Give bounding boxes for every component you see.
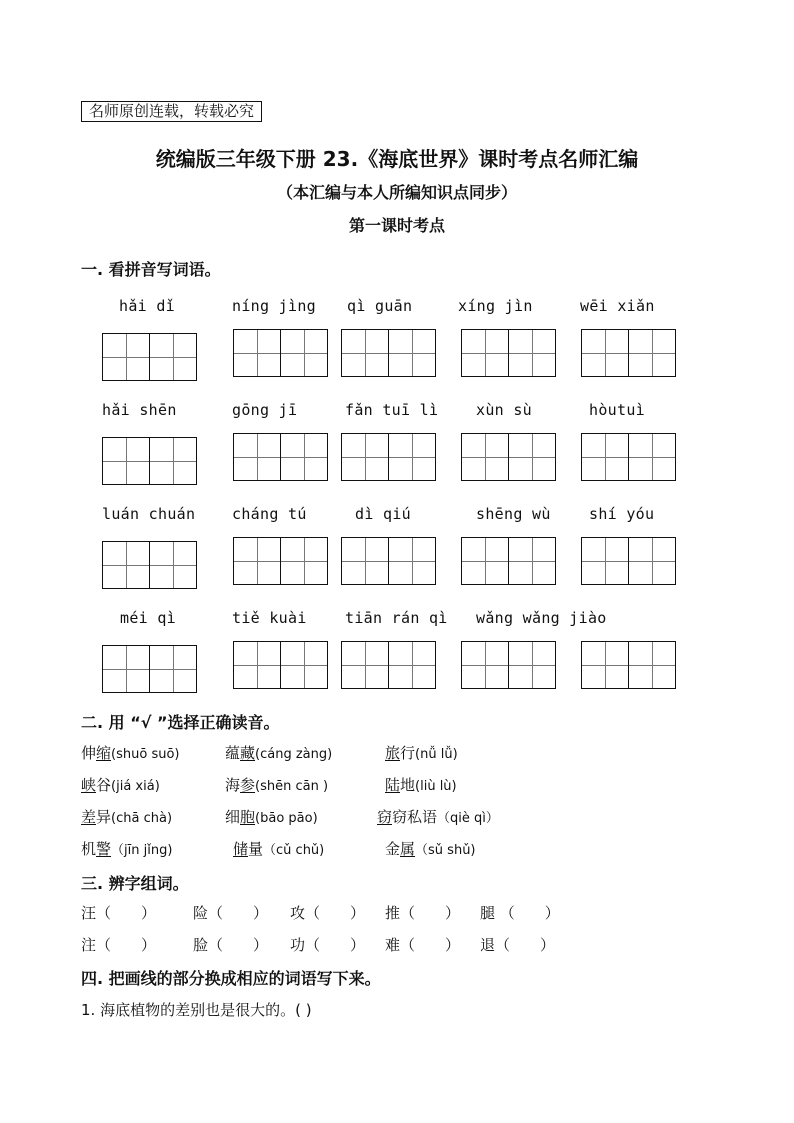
- pinyin-label: cháng tú: [232, 505, 307, 523]
- pinyin-label: tiě kuài: [232, 609, 307, 627]
- word-build-item[interactable]: 功（ ）: [290, 936, 366, 954]
- pinyin-options: (shuō suō): [111, 747, 180, 762]
- underlined-char: 缩: [96, 744, 112, 762]
- tianzige-box[interactable]: [461, 433, 556, 481]
- char: 窃私语: [392, 808, 438, 826]
- char: 细: [225, 808, 241, 826]
- tianzige-box[interactable]: [233, 433, 328, 481]
- pinyin-options: （sǔ shǔ): [415, 843, 476, 858]
- underlined-char: 藏: [240, 744, 256, 762]
- word-build-item[interactable]: 退（ ）: [480, 936, 556, 954]
- pinyin-label: xùn sù: [476, 401, 532, 419]
- word-build-item[interactable]: 险（ ）: [193, 904, 269, 922]
- tianzige-box[interactable]: [581, 641, 676, 689]
- underlined-char: 储: [233, 840, 249, 858]
- pinyin-label: dì qiú: [355, 505, 411, 523]
- reading-choice-item[interactable]: [81, 774, 160, 795]
- underlined-char: 参: [240, 776, 256, 794]
- tianzige-box[interactable]: [461, 537, 556, 585]
- pinyin-label: qì guān: [347, 297, 413, 315]
- char: 海: [225, 776, 241, 794]
- pinyin-options: （jīn jǐng): [111, 843, 173, 858]
- question-1: 1. 海底植物的差别也是很大的。( ): [81, 1001, 312, 1019]
- reading-choice-item[interactable]: [385, 742, 458, 763]
- pinyin-label: tiān rán qì: [345, 609, 448, 627]
- underlined-char: 差: [81, 808, 97, 826]
- underlined-char: 胞: [240, 808, 256, 826]
- word-build-item[interactable]: 难（ ）: [385, 936, 461, 954]
- reading-choice-item[interactable]: [233, 838, 324, 859]
- section-4-heading: 四. 把画线的部分换成相应的词语写下来。: [81, 969, 381, 988]
- tianzige-box[interactable]: [233, 537, 328, 585]
- word-build-item[interactable]: 汪（ ）: [81, 904, 157, 922]
- reading-choice-item[interactable]: [225, 806, 318, 827]
- pinyin-options: (nǚ lǚ): [415, 747, 458, 762]
- section-1-heading: 一. 看拼音写词语。: [81, 260, 221, 279]
- reading-choice-item[interactable]: [225, 774, 328, 795]
- tianzige-box[interactable]: [341, 641, 436, 689]
- pinyin-options: (liù lù): [415, 779, 457, 794]
- tianzige-box[interactable]: [341, 329, 436, 377]
- tianzige-box[interactable]: [233, 641, 328, 689]
- char: 蕴: [225, 744, 241, 762]
- pinyin-options: (jiá xiá): [111, 779, 160, 794]
- char: 地: [400, 776, 416, 794]
- section-3-heading: 三. 辨字组词。: [81, 874, 189, 893]
- pinyin-label: wēi xiǎn: [580, 297, 655, 315]
- char: 金: [385, 840, 401, 858]
- reading-choice-item[interactable]: [81, 806, 172, 827]
- page-title: 统编版三年级下册 23.《海底世界》课时考点名师汇编: [155, 147, 639, 171]
- page-subtitle: （本汇编与本人所编知识点同步）: [276, 183, 517, 202]
- pinyin-options: (shēn cān ): [255, 779, 329, 794]
- copyright-stamp: 名师原创连载，转载必究: [81, 101, 262, 122]
- pinyin-label: xíng jìn: [458, 297, 533, 315]
- tianzige-box[interactable]: [581, 537, 676, 585]
- reading-choice-item[interactable]: [225, 742, 332, 763]
- pinyin-label: hǎi shēn: [102, 401, 177, 419]
- underlined-char: 旅: [385, 744, 401, 762]
- reading-choice-item[interactable]: [81, 742, 179, 763]
- reading-choice-item[interactable]: [81, 838, 172, 859]
- pinyin-label: hòutuì: [589, 401, 645, 419]
- tianzige-box[interactable]: [581, 329, 676, 377]
- pinyin-label: wǎng wǎng jiào: [476, 609, 607, 627]
- char: 异: [96, 808, 112, 826]
- section-2-heading: 二. 用 “√ ”选择正确读音。: [81, 713, 280, 732]
- char: 量: [248, 840, 264, 858]
- word-build-item[interactable]: 注（ ）: [81, 936, 157, 954]
- tianzige-box[interactable]: [102, 541, 197, 589]
- pinyin-label: níng jìng: [232, 297, 316, 315]
- reading-choice-item[interactable]: [385, 838, 476, 859]
- pinyin-options: （cǔ chǔ): [263, 843, 325, 858]
- pinyin-options: (chā chà): [111, 811, 173, 826]
- pinyin-options: （qiè qì）: [437, 811, 499, 826]
- tianzige-box[interactable]: [461, 641, 556, 689]
- tianzige-box[interactable]: [341, 433, 436, 481]
- underlined-char: 属: [400, 840, 416, 858]
- lesson-title: 第一课时考点: [348, 216, 445, 235]
- pinyin-label: hǎi dǐ: [119, 297, 175, 315]
- char: 机: [81, 840, 97, 858]
- underlined-char: 峡: [81, 776, 97, 794]
- word-build-item[interactable]: 推（ ）: [385, 904, 461, 922]
- tianzige-box[interactable]: [233, 329, 328, 377]
- char: 谷: [96, 776, 112, 794]
- pinyin-label: gōng jī: [232, 401, 298, 419]
- tianzige-box[interactable]: [581, 433, 676, 481]
- pinyin-label: shí yóu: [589, 505, 655, 523]
- tianzige-box[interactable]: [461, 329, 556, 377]
- underlined-char: 陆: [385, 776, 401, 794]
- underlined-char: 窃: [377, 808, 393, 826]
- reading-choice-item[interactable]: [385, 774, 457, 795]
- reading-choice-item[interactable]: [377, 806, 499, 827]
- tianzige-box[interactable]: [102, 333, 197, 381]
- char: 行: [400, 744, 416, 762]
- pinyin-options: (bāo pāo): [255, 811, 318, 826]
- tianzige-box[interactable]: [102, 645, 197, 693]
- word-build-item[interactable]: 攻（ ）: [290, 904, 366, 922]
- pinyin-label: shēng wù: [476, 505, 551, 523]
- word-build-item[interactable]: 脸（ ）: [193, 936, 269, 954]
- pinyin-label: fǎn tuī lì: [345, 401, 439, 419]
- tianzige-box[interactable]: [102, 437, 197, 485]
- char: 伸: [81, 744, 97, 762]
- word-build-item[interactable]: 腿 （ ）: [480, 904, 560, 922]
- underlined-char: 警: [96, 840, 112, 858]
- pinyin-label: méi qì: [120, 609, 176, 627]
- pinyin-options: (cáng zàng): [255, 747, 333, 762]
- tianzige-box[interactable]: [341, 537, 436, 585]
- pinyin-label: luán chuán: [102, 505, 196, 523]
